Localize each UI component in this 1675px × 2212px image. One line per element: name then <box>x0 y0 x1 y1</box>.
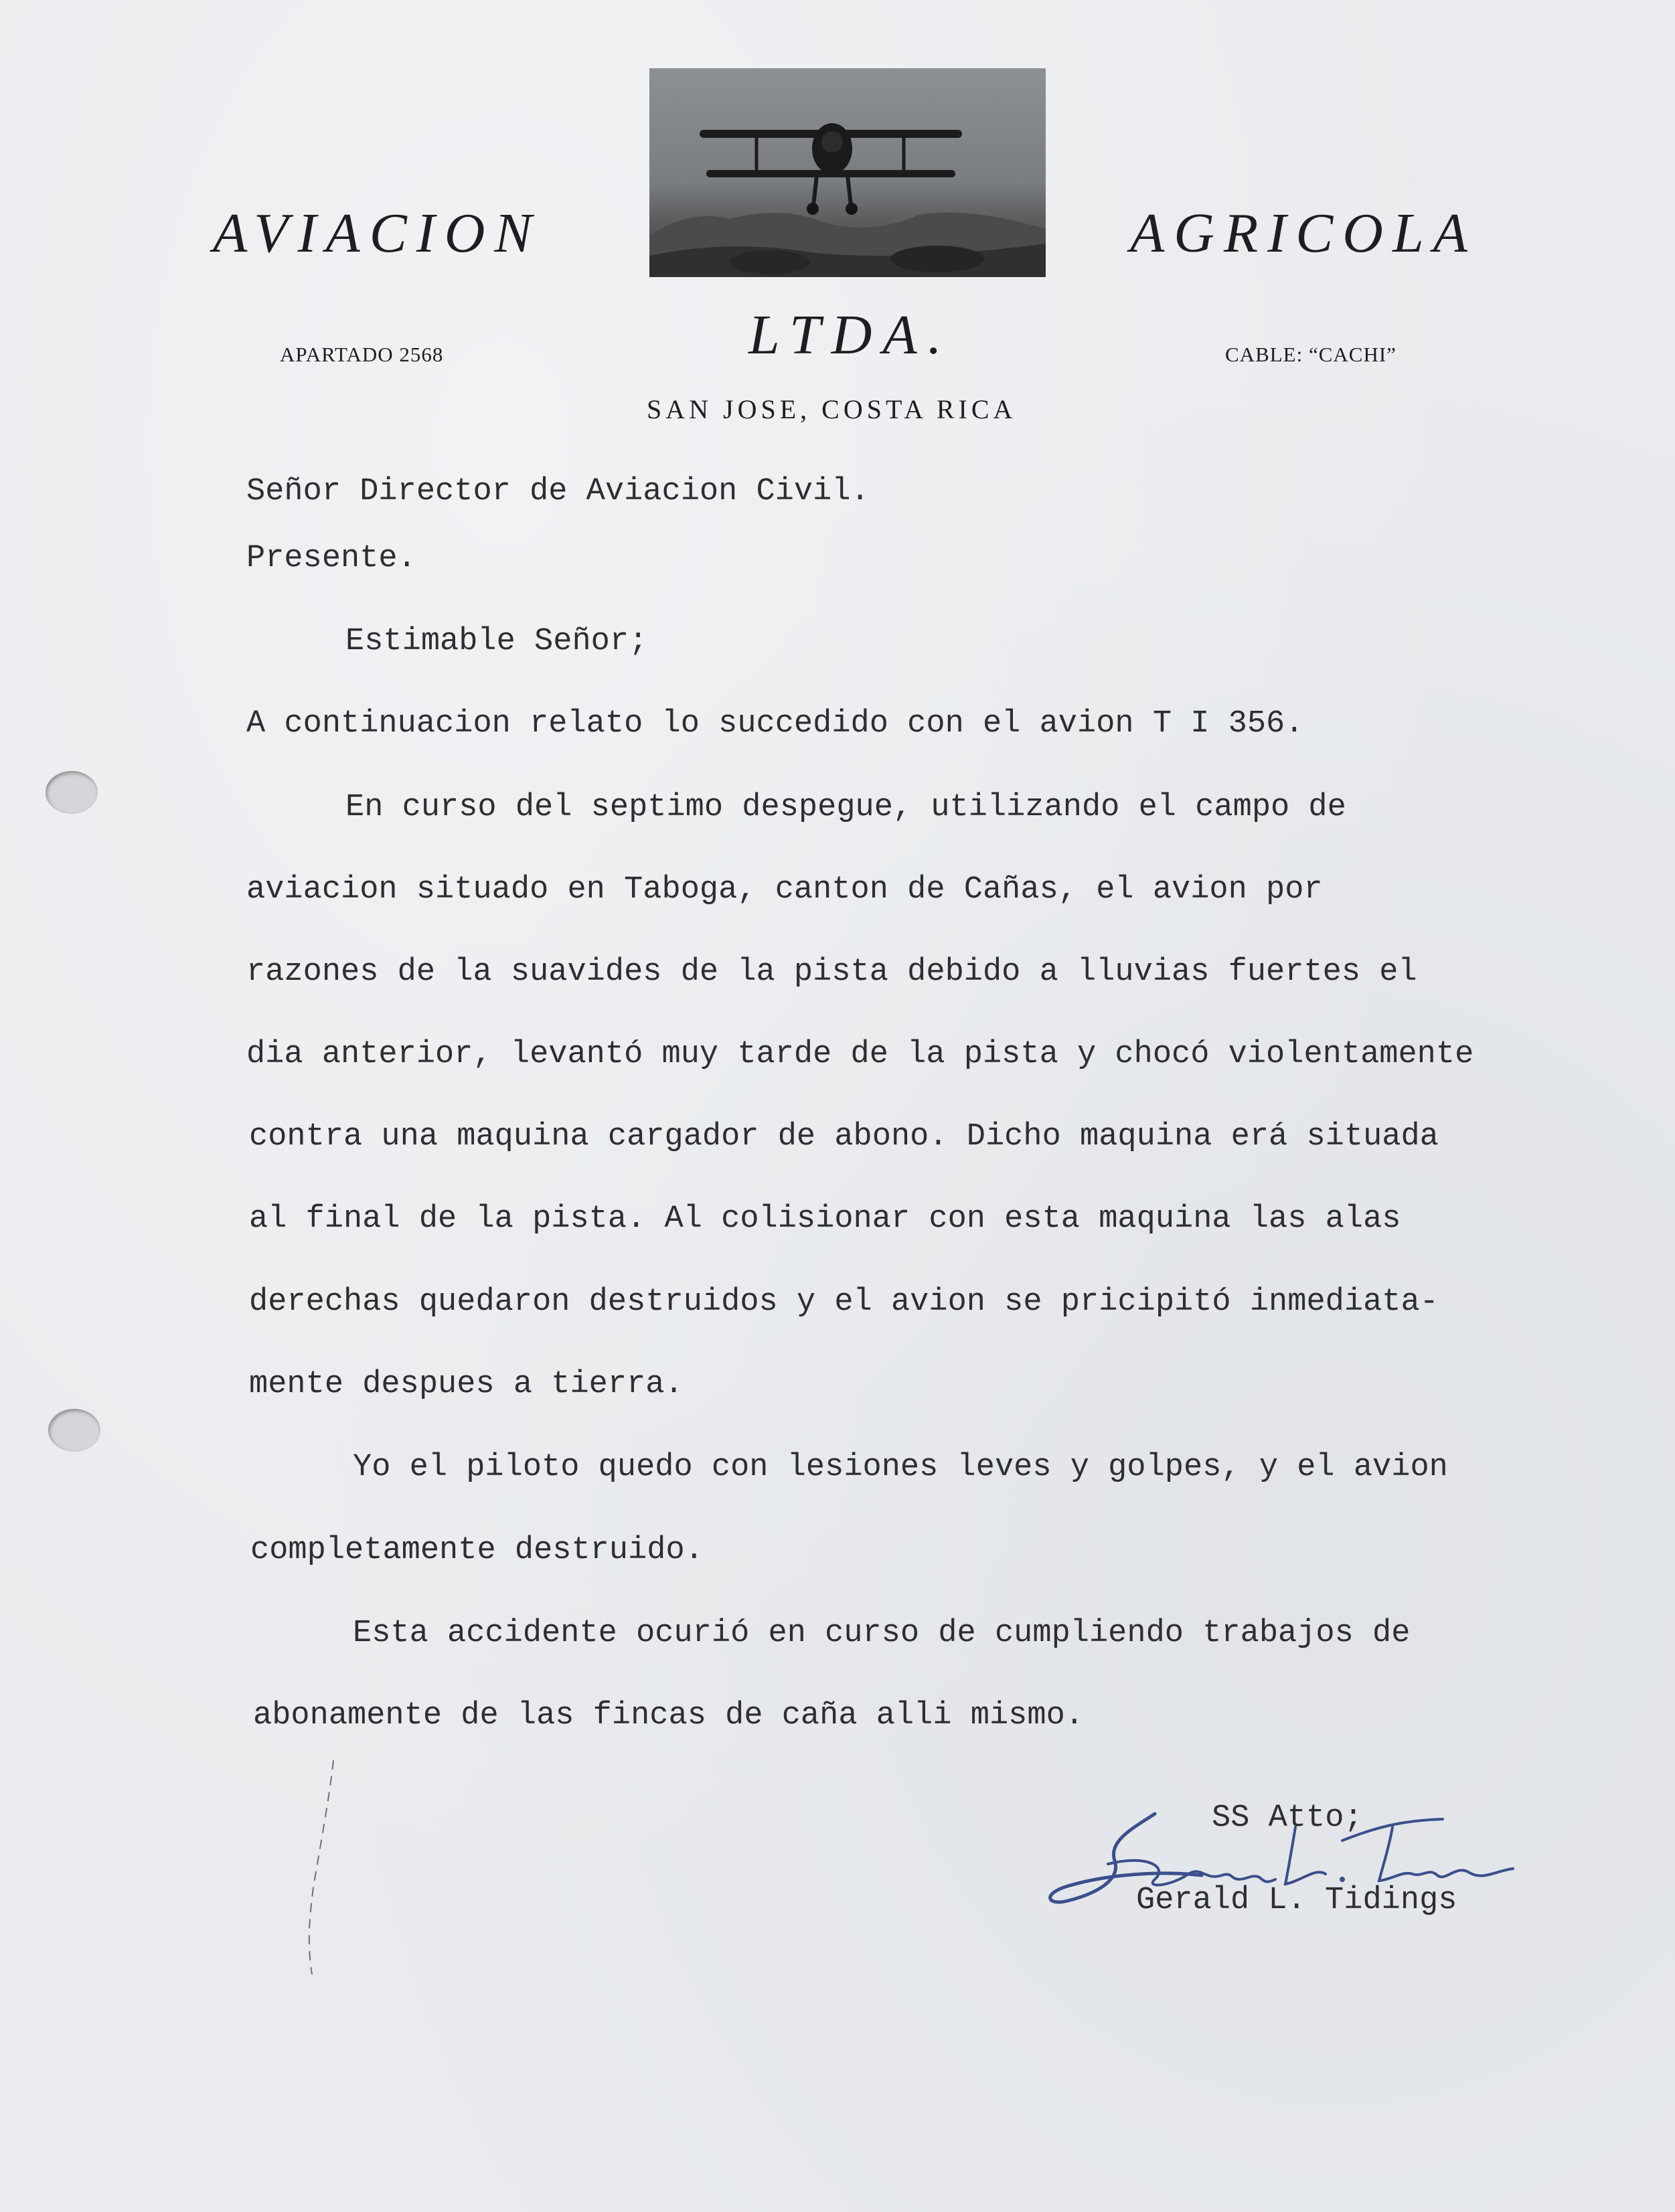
letterhead-aviacion: AVIACION <box>213 202 542 264</box>
signer-name: Gerald L. Tidings <box>1136 1883 1457 1918</box>
paragraph-1-line: mente despues a tierra. <box>249 1367 684 1402</box>
closing-line: SS Atto; <box>1212 1800 1363 1836</box>
paragraph-1-line: aviacion situado en Taboga, canton de Cañas, el avion por <box>246 872 1323 908</box>
letterhead-cable: CABLE: “CACHI” <box>1225 343 1397 366</box>
intro-line: A continuacion relato lo succedido con el avion T I 356. <box>246 706 1304 742</box>
paragraph-1-line: contra una maquina cargador de abono. Dicho maquina erá situada <box>249 1119 1439 1155</box>
paragraph-3-line: Esta accidente ocurió en curso de cumpliendo trabajos de <box>353 1616 1411 1651</box>
letterhead-city: SAN JOSE, COSTA RICA <box>647 394 1017 424</box>
biplane-icon <box>649 68 1046 277</box>
letterhead-po-box: APARTADO 2568 <box>280 343 444 366</box>
paragraph-2-line: completamente destruido. <box>250 1533 704 1568</box>
paragraph-1-line: derechas quedaron destruidos y el avion se pricipitó inmediata- <box>249 1284 1439 1320</box>
paragraph-3-line: abonamente de las fincas de caña alli mismo. <box>253 1698 1085 1733</box>
paragraph-1-line: En curso del septimo despegue, utilizando el campo de <box>345 790 1346 825</box>
presente-line: Presente. <box>246 541 416 576</box>
punch-hole-bottom <box>48 1409 100 1452</box>
punch-hole-top <box>46 771 98 814</box>
letterhead-ltda: LTDA. <box>748 304 953 366</box>
stray-pen-mark <box>293 1754 360 1981</box>
salutation-line: Estimable Señor; <box>345 624 648 659</box>
biplane-photo <box>649 68 1046 277</box>
paragraph-1-line: al final de la pista. Al colisionar con esta maquina las alas <box>249 1201 1401 1237</box>
letterhead-agricola: AGRICOLA <box>1130 202 1477 264</box>
paragraph-1-line: dia anterior, levantó muy tarde de la pista y chocó violentamente <box>246 1037 1474 1072</box>
addressee-line: Señor Director de Aviacion Civil. <box>246 474 870 509</box>
paragraph-1-line: razones de la suavides de la pista debido a lluvias fuertes el <box>246 954 1417 990</box>
paragraph-2-line: Yo el piloto quedo con lesiones leves y golpes, y el avion <box>353 1450 1448 1485</box>
handwritten-signature <box>1028 1800 1563 1921</box>
